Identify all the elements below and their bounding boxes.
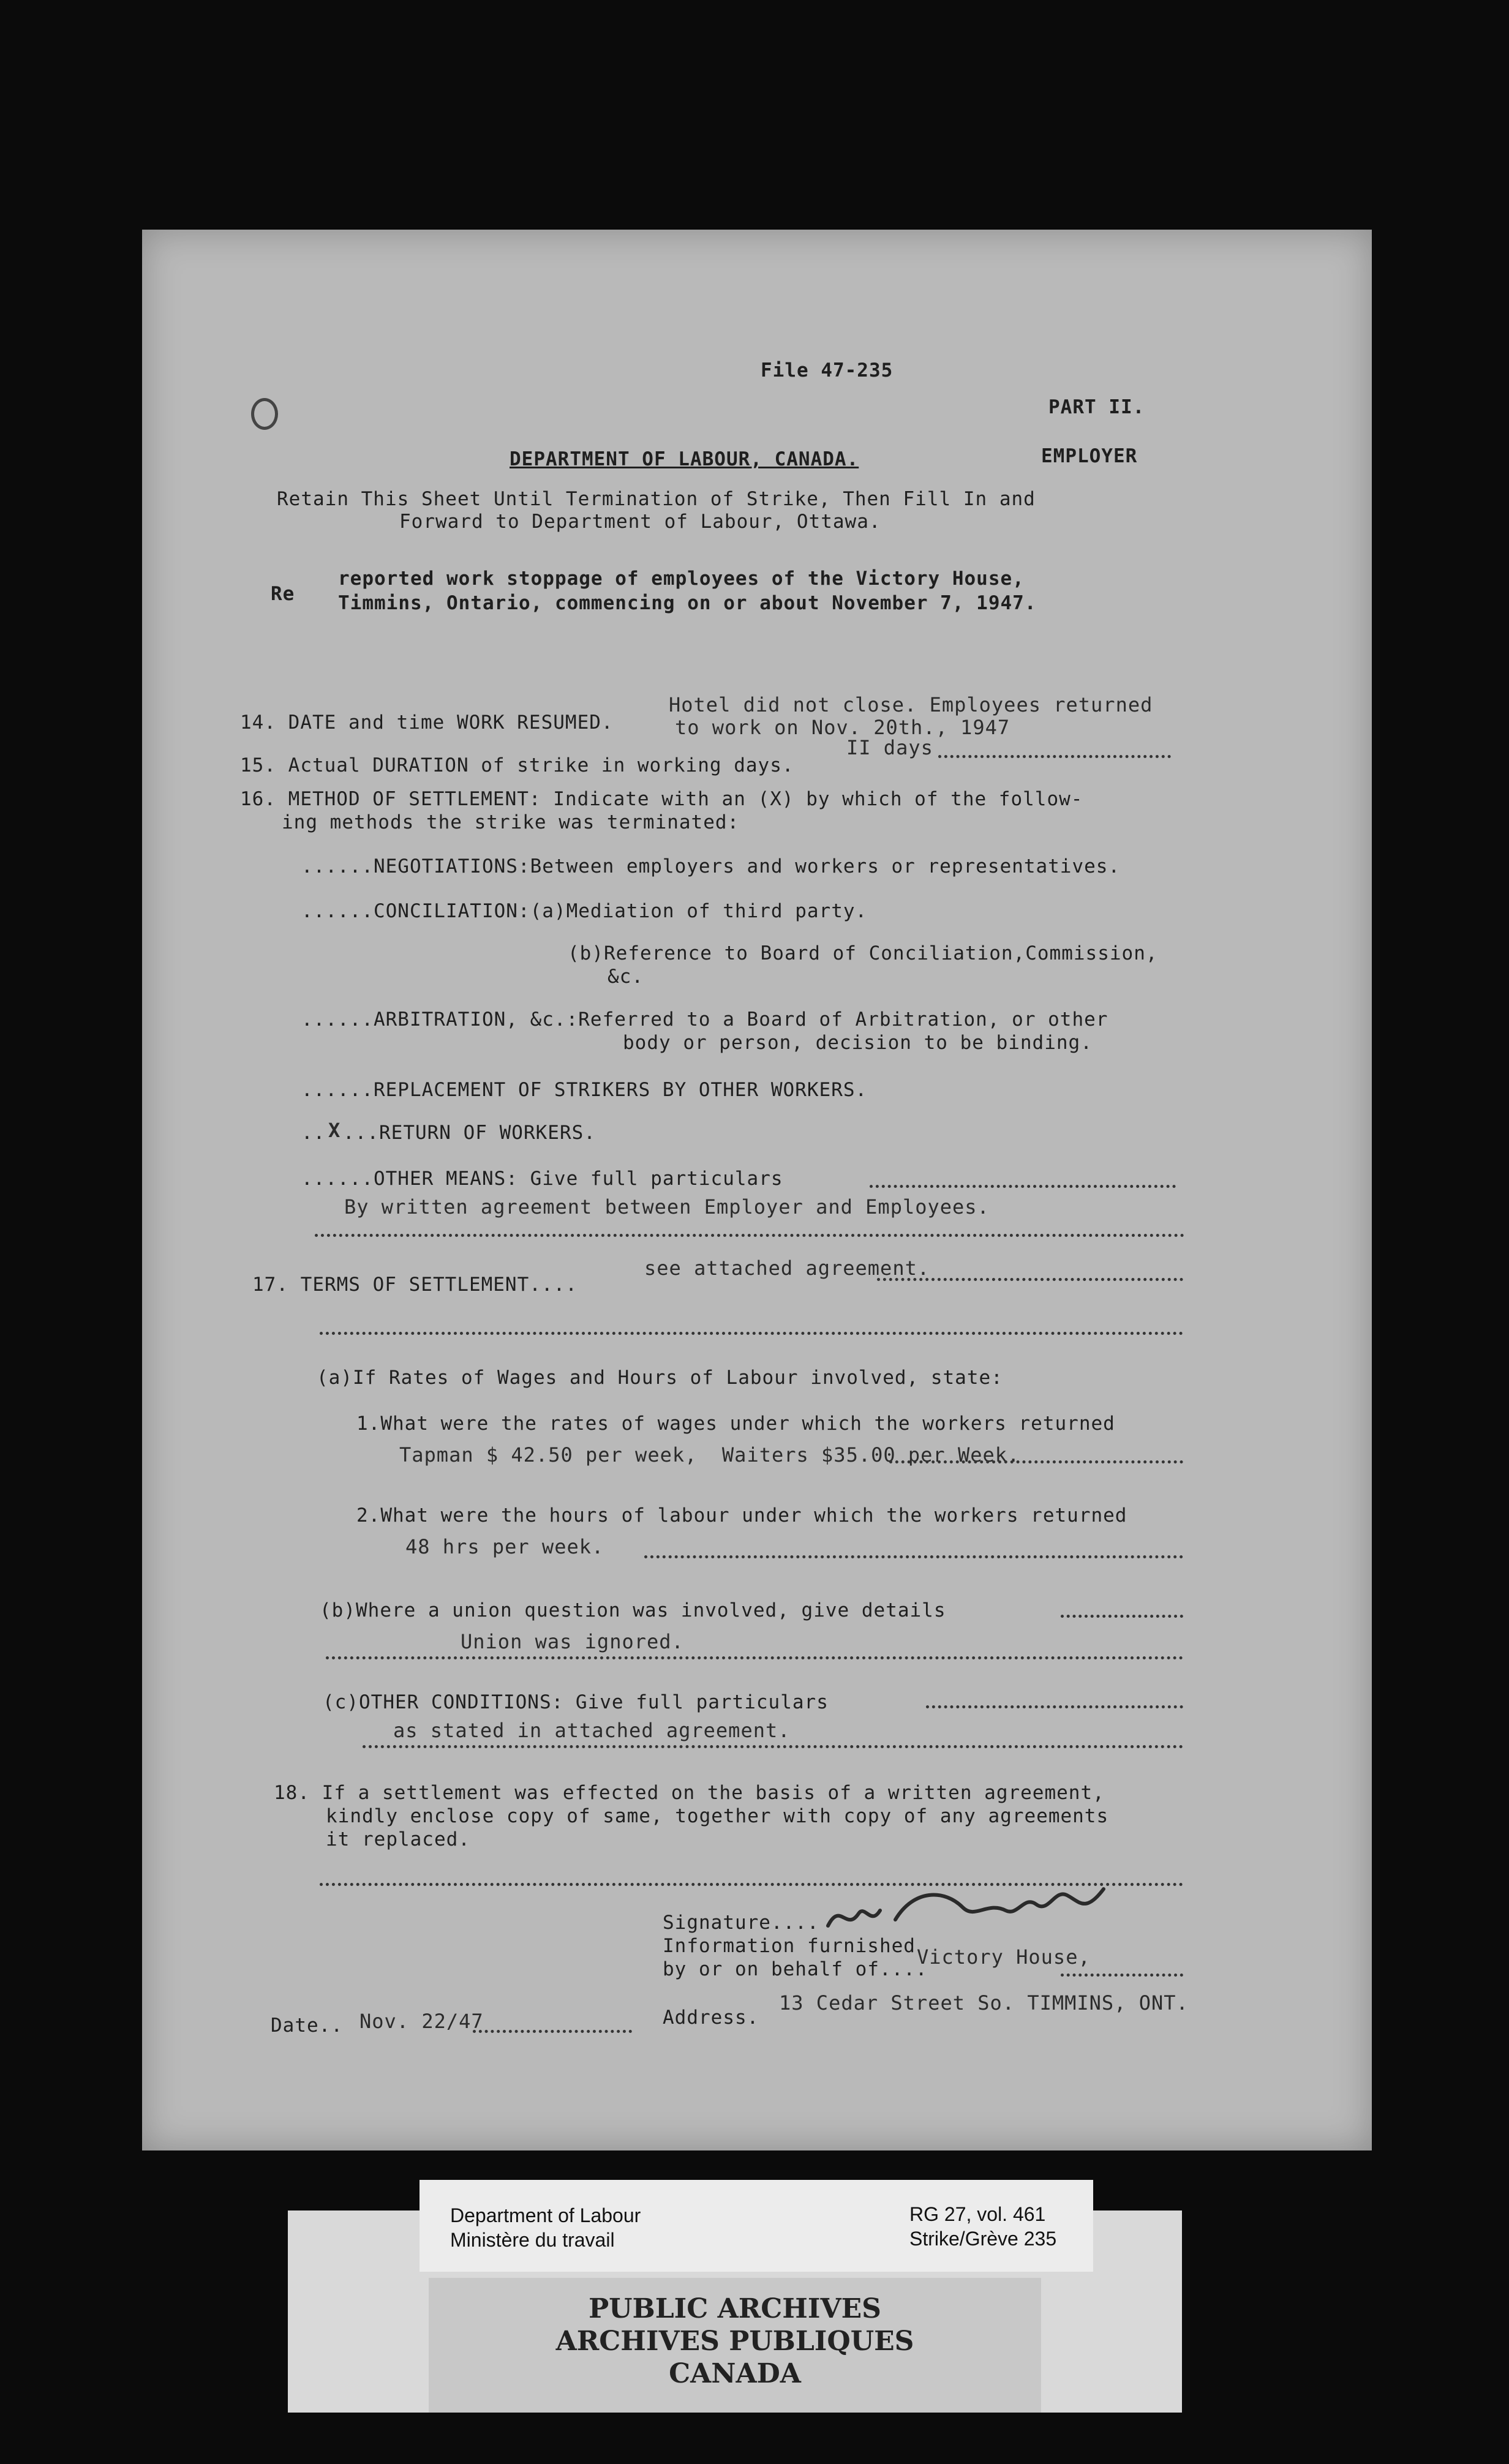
dotted-line: [363, 1745, 1183, 1748]
document-page: [142, 230, 1372, 2150]
dotted-line: [926, 1705, 1183, 1708]
q17-a1-answer: Tapman $ 42.50 per week, Waiters $35.00 per Week.: [399, 1443, 1020, 1467]
archive-stamp: [429, 2278, 1041, 2413]
conciliation-b-option: (b)Reference to Board of Conciliation,Commission,: [568, 942, 1158, 964]
label-rg-volume: RG 27, vol. 461: [909, 2203, 1046, 2225]
info-furnished-answer: Victory House,: [917, 1945, 1091, 1969]
dotted-line: [889, 1460, 1183, 1463]
dotted-line: [644, 1555, 1183, 1558]
q14-answer-2: to work on Nov. 20th., 1947: [675, 716, 1010, 739]
q18-line-2: kindly enclose copy of same, together with copy of any agreements: [326, 1805, 1109, 1827]
q17-c-answer: as stated in attached agreement.: [393, 1719, 791, 1742]
dotted-line: [1061, 1615, 1183, 1618]
q18-line-1: 18. If a settlement was effected on the basis of a written agreement,: [274, 1782, 1105, 1804]
q17-a-label: (a)If Rates of Wages and Hours of Labour involved, state:: [317, 1367, 1003, 1389]
punch-hole-icon: [251, 398, 278, 430]
dotted-line: [326, 1656, 1183, 1659]
conciliation-a-option: ......CONCILIATION:(a)Mediation of third party.: [301, 900, 868, 922]
department-heading: DEPARTMENT OF LABOUR, CANADA.: [510, 448, 859, 470]
label-department-fr: Ministère du travail: [450, 2229, 615, 2251]
q15-label: 15. Actual DURATION of strike in working days.: [240, 754, 794, 776]
stamp-line-2: ARCHIVES PUBLIQUES: [555, 2326, 914, 2357]
re-label: Re: [271, 583, 295, 605]
employer-label: EMPLOYER: [1041, 445, 1138, 467]
re-line-2: Timmins, Ontario, commencing on or about November 7, 1947.: [338, 592, 1037, 614]
archive-label-card: [420, 2180, 1093, 2272]
dotted-line: [877, 1278, 1183, 1281]
stamp-line-1: PUBLIC ARCHIVES: [589, 2293, 881, 2324]
arbitration-option: ......ARBITRATION, &c.:Referred to a Board of Arbitration, or other: [301, 1009, 1108, 1031]
return-x-mark: X: [328, 1119, 341, 1142]
re-line-1: reported work stoppage of employees of the Victory House,: [338, 568, 1025, 590]
q15-answer: II days: [846, 736, 933, 759]
arbitration-option-cont: body or person, decision to be binding.: [623, 1032, 1093, 1054]
q17-b-label: (b)Where a union question was involved, give details: [320, 1599, 946, 1621]
dotted-line: [473, 2030, 632, 2033]
stamp-line-3: CANADA: [669, 2358, 801, 2389]
date-label: Date..: [271, 2015, 343, 2037]
address-label: Address.: [663, 2007, 759, 2029]
other-means-option: ......OTHER MEANS: Give full particulars: [301, 1168, 783, 1190]
instruction-line-2: Forward to Department of Labour, Ottawa.: [399, 511, 881, 533]
dotted-line: [938, 755, 1171, 758]
address-answer: 13 Cedar Street So. TIMMINS, ONT.: [779, 1991, 1189, 2015]
q17-b-answer: Union was ignored.: [461, 1630, 684, 1653]
date-answer: Nov. 22/47: [359, 2010, 484, 2033]
instruction-line-1: Retain This Sheet Until Termination of Strike, Then Fill In and: [277, 488, 1036, 510]
q17-label: 17. TERMS OF SETTLEMENT....: [252, 1274, 578, 1296]
info-furnished-label-1: Information furnished: [663, 1935, 916, 1957]
q16-label-2: ing methods the strike was terminated:: [282, 811, 740, 833]
return-prefix: ..: [301, 1122, 326, 1144]
conciliation-b-etc: &c.: [608, 966, 644, 988]
q17-a1-label: 1.What were the rates of wages under which the workers returned: [356, 1413, 1115, 1435]
file-number: File 47-235: [761, 359, 894, 381]
part-label: PART II.: [1048, 396, 1145, 418]
q14-answer-1: Hotel did not close. Employees returned: [669, 693, 1153, 716]
q17-answer: see attached agreement.: [644, 1256, 930, 1280]
other-means-answer: By written agreement between Employer and Employees.: [344, 1195, 990, 1219]
dotted-line: [320, 1332, 1183, 1335]
q17-c-label: (c)OTHER CONDITIONS: Give full particulars: [323, 1691, 829, 1713]
q17-a2-answer: 48 hrs per week.: [405, 1535, 604, 1558]
return-of-workers-option: ...RETURN OF WORKERS.: [343, 1122, 596, 1144]
info-furnished-label-2: by or on behalf of....: [663, 1958, 928, 1980]
signature-label: Signature....: [663, 1912, 819, 1934]
label-strike-number: Strike/Grève 235: [909, 2228, 1057, 2250]
q18-line-3: it replaced.: [326, 1828, 470, 1850]
dotted-line: [1061, 1974, 1183, 1977]
q17-a2-label: 2.What were the hours of labour under which the workers returned: [356, 1504, 1127, 1527]
label-department-en: Department of Labour: [450, 2204, 641, 2226]
handwritten-signature-icon: [822, 1877, 1128, 1944]
q16-label-1: 16. METHOD OF SETTLEMENT: Indicate with an (X) by which of the follow-: [240, 788, 1083, 810]
q14-label: 14. DATE and time WORK RESUMED.: [240, 712, 614, 734]
dotted-line: [315, 1234, 1184, 1237]
replacement-option: ......REPLACEMENT OF STRIKERS BY OTHER WORKERS.: [301, 1079, 868, 1101]
dotted-line: [870, 1185, 1176, 1188]
negotiations-option: ......NEGOTIATIONS:Between employers and workers or representatives.: [301, 855, 1121, 877]
